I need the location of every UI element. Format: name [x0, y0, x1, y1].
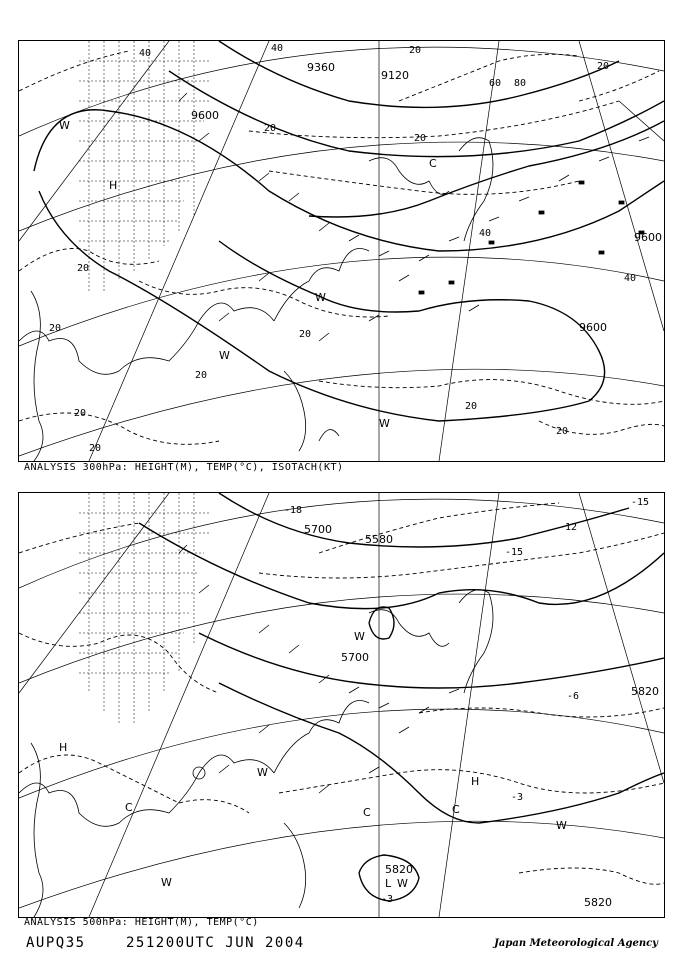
warm-center-label: W — [397, 877, 408, 890]
temperature-label: -15 — [631, 497, 650, 508]
isotach-label: 40 — [479, 228, 492, 239]
temperature-label: -15 — [505, 547, 524, 558]
cold-center-label: C — [125, 801, 133, 814]
graticule — [19, 493, 664, 917]
isotach-label: 20 — [264, 123, 277, 134]
station-plots — [179, 93, 649, 341]
coastlines — [19, 590, 493, 917]
coastlines — [19, 138, 493, 461]
height-label: 5700 — [341, 651, 369, 664]
high-center-label: H — [471, 775, 480, 788]
temperature-label: -3 — [511, 792, 524, 803]
cold-center-label: C — [429, 157, 437, 170]
temperature-label: -18 — [284, 505, 303, 516]
isotach-label: 40 — [139, 48, 152, 59]
valid-time: 251200UTC JUN 2004 — [126, 935, 305, 951]
height-contours — [139, 493, 664, 901]
temperature-label: -6 — [567, 691, 580, 702]
isotach-label: 20 — [414, 133, 427, 144]
graticule — [19, 41, 664, 461]
map-300hpa-svg — [19, 41, 664, 461]
isotach-label: 20 — [465, 401, 478, 412]
warm-center-label: W — [354, 630, 365, 643]
isotach-label: 20 — [49, 323, 62, 334]
temperature-labels-500 — [284, 497, 649, 905]
height-labels-500 — [304, 523, 659, 909]
isotach-label: 80 — [514, 78, 527, 89]
height-label: 5820 — [631, 685, 659, 698]
high-center-label: H — [109, 179, 118, 192]
warm-center-label: W — [379, 417, 390, 430]
isotach-label: 20 — [77, 263, 90, 274]
analysis-500hpa-map — [18, 492, 665, 918]
warm-center-label: W — [219, 349, 230, 362]
jet-hatch-region — [79, 41, 209, 291]
pressure-centers-500 — [59, 630, 567, 890]
isotach-label: 20 — [409, 45, 422, 56]
warm-center-label: W — [161, 876, 172, 889]
height-label: 5820 — [385, 863, 413, 876]
analysis-300hpa-map — [18, 40, 665, 462]
isotach-label: 20 — [74, 408, 87, 419]
isotach-contours — [19, 51, 664, 444]
temperature-label: -3 — [381, 894, 394, 905]
isotach-label: 20 — [597, 61, 610, 72]
isotach-label: 20 — [195, 370, 208, 381]
height-label: 9120 — [381, 69, 409, 82]
warm-center-label: W — [59, 119, 70, 132]
isotach-label: 20 — [556, 426, 569, 437]
isotach-label: 20 — [89, 443, 102, 454]
warm-center-label: W — [315, 291, 326, 304]
map-500hpa-svg — [19, 493, 664, 917]
cold-center-label: C — [452, 803, 460, 816]
isotach-label: 60 — [489, 78, 502, 89]
warm-center-label: W — [556, 819, 567, 832]
temperature-label: -12 — [559, 522, 578, 533]
caption-300hpa: ANALYSIS 300hPa: HEIGHT(M), TEMP(°C), ISOTACH(KT) — [24, 462, 344, 473]
height-label: 5580 — [365, 533, 393, 546]
caption-500hpa: ANALYSIS 500hPa: HEIGHT(M), TEMP(°C) — [24, 917, 259, 928]
height-label: 5820 — [584, 896, 612, 909]
cold-hatch-region — [79, 493, 209, 723]
high-center-label: H — [59, 741, 68, 754]
height-label: 9600 — [191, 109, 219, 122]
height-label: 5700 — [304, 523, 332, 536]
isotach-label: 40 — [624, 273, 637, 284]
isotach-labels-300 — [49, 43, 636, 454]
station-plots — [179, 545, 459, 793]
low-center-label: L — [385, 877, 392, 890]
height-contours — [34, 41, 664, 421]
cold-center-label: C — [363, 806, 371, 819]
isotach-label: 20 — [299, 329, 312, 340]
height-label: 9600 — [579, 321, 607, 334]
agency-credit: Japan Meteorological Agency — [494, 938, 658, 949]
height-label: 9360 — [307, 61, 335, 74]
height-label: 9600 — [634, 231, 662, 244]
isotach-label: 40 — [271, 43, 284, 54]
product-code: AUPQ35 — [26, 935, 86, 951]
warm-center-label: W — [257, 766, 268, 779]
height-labels-300 — [191, 61, 662, 334]
